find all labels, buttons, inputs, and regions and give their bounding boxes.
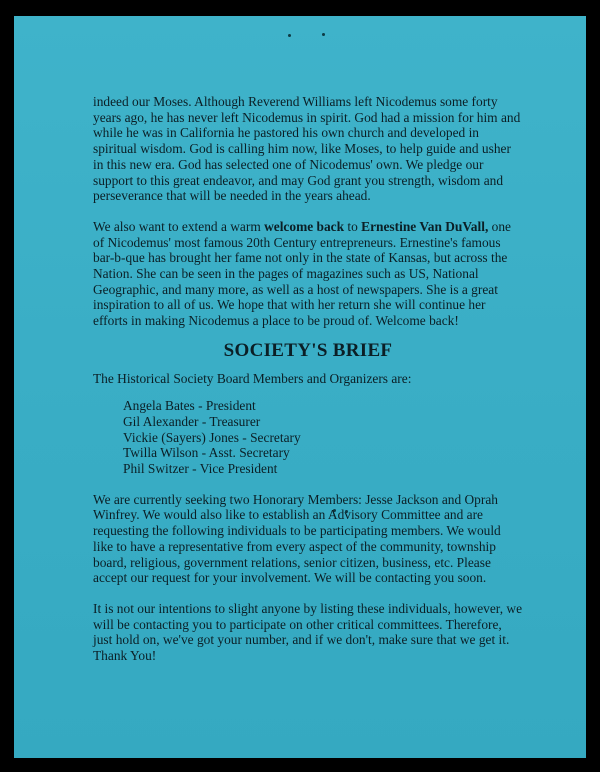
paper-speck — [288, 34, 291, 37]
newsletter-body — [93, 94, 523, 664]
list-item: Twilla Wilson - Asst. Secretary — [123, 445, 290, 461]
moses-paragraph: indeed our Moses. Although Reverend Williams left Nicodemus some forty years ago, he has never left Nicodemus in spirit. God had a mission for him and while he was in California he pastored his own church and developed in spiritual wisdom. God is calling him now, like Moses, to help guide and usher in this new era. God has selected one of Nicodemus' own. We pledge our support to this great endeavor, and may God grant you strength, wisdom and perseverance that will be needed in the years ahead. — [93, 94, 521, 204]
welcome-mid: to — [344, 218, 362, 234]
list-item: Gil Alexander - Treasurer — [123, 413, 261, 429]
closing-paragraph: It is not our intentions to slight anyone by listing these individuals, however, we will be contacting you to participate on other critical committees. Therefore, just hold on, we've got your number, and if we don't, make sure that we get it. Thank You! — [93, 600, 523, 664]
honorary-members-paragraph: We are currently seeking two Honorary Members: Jesse Jackson and Oprah Winfrey. We would also like to establish an Advisory Committee and are requesting the following individuals to be participating members. We would like to have a representative from every aspect of the community, township board, religious, government relations, senior citizen, business, etc. Please accept our request for your involvement. We will be contacting you soon. — [93, 491, 501, 586]
paper-speck — [322, 33, 325, 36]
welcome-back-emphasis: welcome back — [264, 218, 345, 234]
list-item: Angela Bates - President — [123, 398, 256, 414]
welcome-paragraph — [93, 219, 523, 329]
section-heading: SOCIETY'S BRIEF — [223, 339, 393, 361]
welcome-intro: We also want to extend a warm — [93, 218, 265, 234]
list-item: Phil Switzer - Vice President — [123, 461, 278, 477]
list-item: Vickie (Sayers) Jones - Secretary — [123, 429, 301, 445]
honoree-name: Ernestine Van DuVall, — [361, 218, 489, 234]
board-intro: The Historical Society Board Members and Organizers are: — [93, 370, 412, 386]
board-member-list — [93, 398, 523, 477]
welcome-body: one of Nicodemus' most famous 20th Century entrepreneurs. Ernestine's famous bar-b-que has brought her fame not only in the state of Kansas, but across the Nation. She can be seen in the pages of magazines such as US, National Geographic, and many more, as well as a host of newspapers. She is a great inspiration to all of us. We hope that with her return she will continue her efforts in making Nicodemus a place to be proud of. Welcome back! — [93, 218, 511, 329]
